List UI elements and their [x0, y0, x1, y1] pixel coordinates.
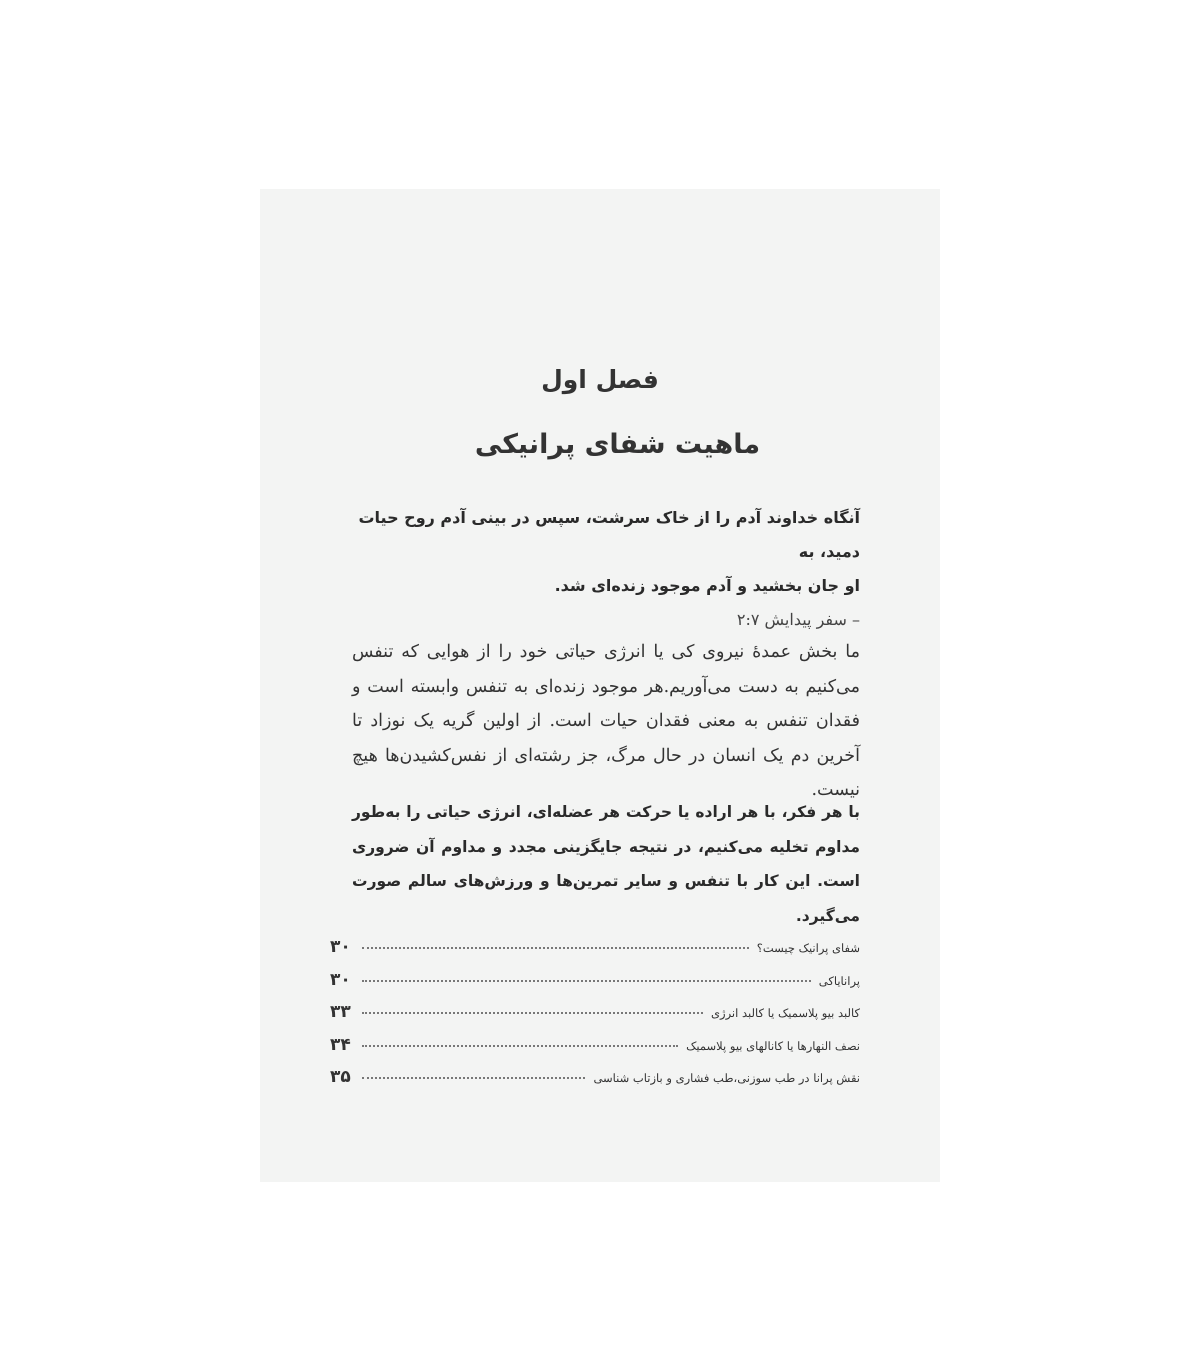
table-of-contents	[330, 937, 860, 1100]
epigraph-source: – سفر پیدایش ۲:۷	[736, 610, 860, 629]
toc-entry[interactable]	[330, 1002, 860, 1035]
book-page	[260, 189, 940, 1182]
toc-entry-label: نقش پرانا در طب سوزنی،طب فشاری و بازتاب شناسی	[593, 1071, 860, 1085]
toc-entry[interactable]	[330, 970, 860, 1003]
toc-entry-page: ۳۰	[330, 969, 351, 990]
toc-entry-label: شفای پرانیک چیست؟	[756, 941, 860, 955]
toc-leader-dots	[362, 1045, 678, 1047]
toc-leader-dots	[362, 947, 749, 949]
toc-entry-label: نصف النهارها یا کانالهای بیو پلاسمیک	[686, 1038, 860, 1053]
epigraph-line-2: او جان بخشید و آدم موجود زنده‌ای شد.	[554, 576, 860, 595]
highlight-paragraph: با هر فکر، با هر اراده یا حرکت هر عضله‌ای، انرژی حیاتی را به‌طور مداوم تخلیه می‌کنیم، در نتیجه جایگزینی مجدد و مداوم آن ضروری است. این کار با تنفس و سایر تمرین‌ها و ورزش‌های سالم صورت می‌گیرد.	[352, 803, 860, 925]
toc-entry-page: ۳۵	[330, 1067, 351, 1087]
toc-entry-page: ۳۰	[330, 937, 351, 957]
chapter-number: فصل اول	[541, 365, 659, 394]
toc-entry-label: پرانایاکی	[818, 973, 860, 988]
toc-entry[interactable]	[330, 1035, 860, 1068]
toc-entry[interactable]	[330, 937, 860, 970]
body-paragraph: ما بخش عمدهٔ نیروی کی یا انرژی حیاتی خود را از هوایی که تنفس می‌کنیم به دست می‌آوریم.هر موجود زنده‌ای به تنفس وابسته است و فقدان تنفس به معنی فقدان حیات است. از اولین گریه یک نوزاد تا آخرین دم یک انسان در حال مرگ، جز رشته‌ای از نفس‌کشیدن‌ها هیچ نیست.	[352, 642, 860, 800]
toc-leader-dots	[362, 1012, 703, 1014]
toc-entry-label: کالبد بیو پلاسمیک یا کالبد انرژی	[711, 1006, 860, 1020]
epigraph-line-1: آنگاه خداوند آدم را از خاک سرشت، سپس در بینی آدم روح حیات دمید، به	[358, 508, 860, 561]
body-paragraph-block	[352, 635, 860, 808]
toc-entry-page: ۳۴	[330, 1034, 351, 1055]
toc-entry[interactable]	[330, 1067, 860, 1100]
toc-leader-dots	[362, 980, 811, 982]
toc-entry-page: ۳۳	[330, 1002, 351, 1022]
highlight-paragraph-block	[352, 795, 860, 933]
epigraph	[352, 501, 860, 637]
chapter-title: ماهیت شفای پرانیکی	[474, 429, 761, 460]
toc-leader-dots	[362, 1077, 585, 1079]
